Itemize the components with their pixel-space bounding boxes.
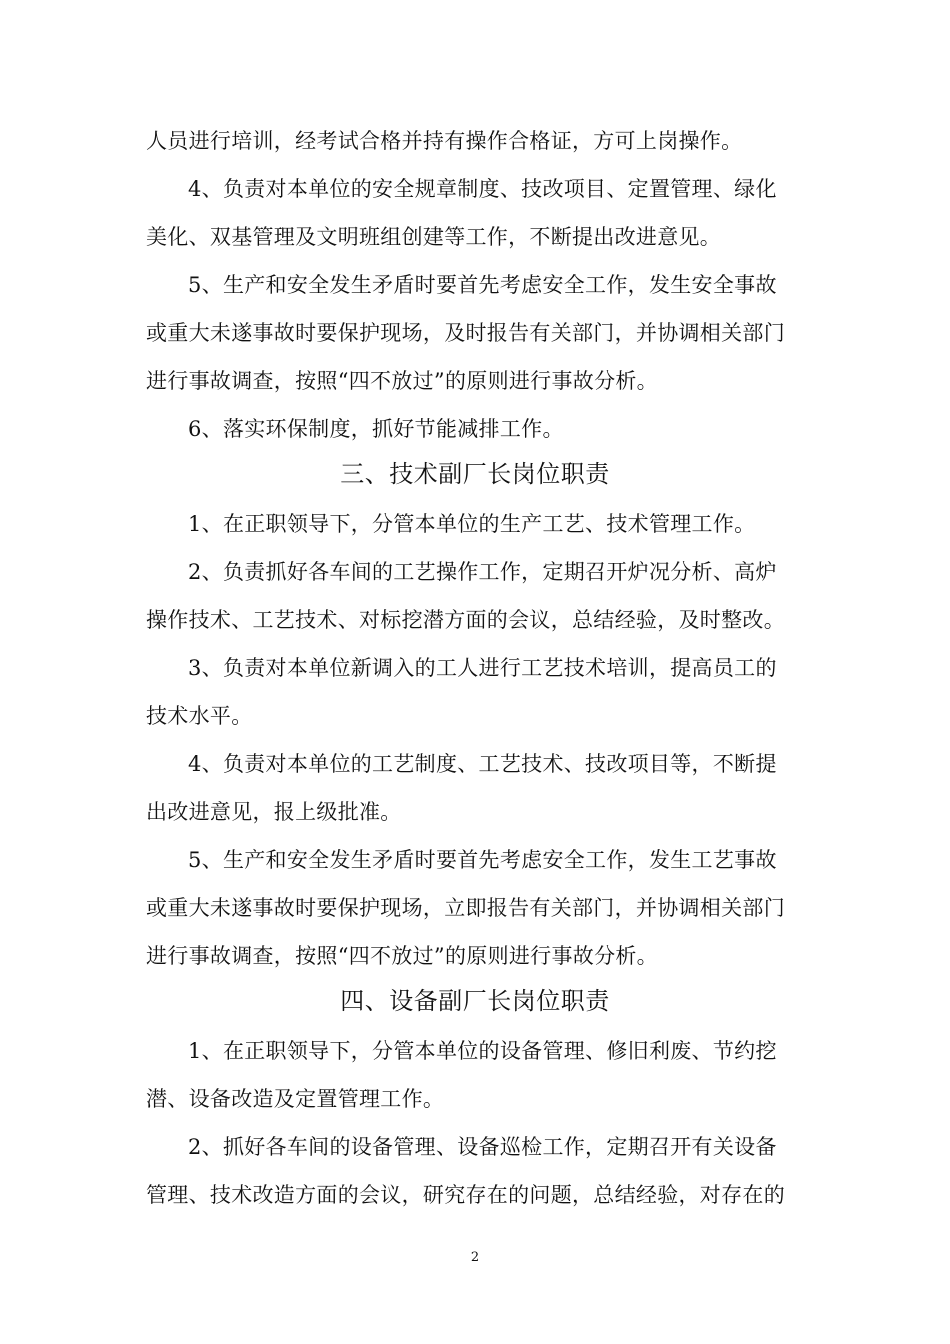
page-number: 2 [470,1250,480,1265]
text-line: 进行事故调查，按照“四不放过”的原则进行事故分析。 [146,369,658,393]
text-line: 5、生产和安全发生矛盾时要首先考虑安全工作，发生安全事故 [188,273,777,297]
text-line: 人员进行培训，经考试合格并持有操作合格证，方可上岗操作。 [146,129,743,153]
text-line: 6、落实环保制度，抓好节能减排工作。 [188,417,564,441]
section-heading: 四、设备副厂长岗位职责 [340,987,610,1015]
text-line: 1、在正职领导下，分管本单位的生产工艺、技术管理工作。 [188,512,756,536]
text-line: 管理、技术改造方面的会议，研究存在的问题，总结经验，对存在的 [146,1183,785,1207]
text-line: 2、抓好各车间的设备管理、设备巡检工作，定期召开有关设备 [188,1135,777,1159]
text-line: 或重大未遂事故时要保护现场，及时报告有关部门，并协调相关部门 [146,321,785,345]
text-line: 操作技术、工艺技术、对标挖潜方面的会议，总结经验，及时整改。 [146,608,785,632]
text-line: 1、在正职领导下，分管本单位的设备管理、修旧利废、节约挖 [188,1039,777,1063]
text-line: 出改进意见，报上级批准。 [146,800,402,824]
text-line: 美化、双基管理及文明班组创建等工作，不断提出改进意见。 [146,225,722,249]
text-line: 4、负责对本单位的工艺制度、工艺技术、技改项目等，不断提 [188,752,777,776]
section-heading: 三、技术副厂长岗位职责 [340,460,610,488]
text-line: 技术水平。 [146,704,253,728]
text-line: 4、负责对本单位的安全规章制度、技改项目、定置管理、绿化 [188,177,777,201]
text-line: 或重大未遂事故时要保护现场，立即报告有关部门，并协调相关部门 [146,896,785,920]
text-line: 潜、设备改造及定置管理工作。 [146,1087,445,1111]
text-line: 3、负责对本单位新调入的工人进行工艺技术培训，提高员工的 [188,656,777,680]
text-line: 5、生产和安全发生矛盾时要首先考虑安全工作，发生工艺事故 [188,848,777,872]
text-line: 进行事故调查，按照“四不放过”的原则进行事故分析。 [146,944,658,968]
text-line: 2、负责抓好各车间的工艺操作工作，定期召开炉况分析、高炉 [188,560,777,584]
